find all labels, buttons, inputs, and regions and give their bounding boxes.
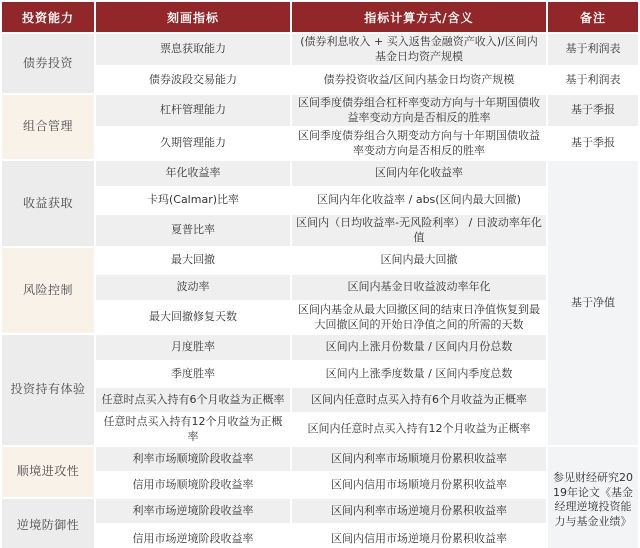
formula-cell: 区间内年化收益率 / abs(区间内最大回撤) <box>292 188 546 213</box>
formula-cell: 区间内（日均收益率-无风险利率） / 日波动率年化值 <box>292 215 546 246</box>
table-row <box>2 362 638 386</box>
formula-cell: 区间内信用市场顺境月份累积收益率 <box>292 473 546 497</box>
table-row <box>2 34 638 65</box>
formula-cell: 区间内基金从最大回撤区间的结束日净值恢复到最大回撤区间的开始日净值之间的所需的天数 <box>292 302 546 333</box>
table-row <box>2 473 638 497</box>
section-cell-bond-investment: 债券投资 <box>2 34 94 93</box>
indicator-cell: 久期管理能力 <box>96 128 290 159</box>
indicator-cell: 任意时点买入持有12个月收益为正概率 <box>96 414 290 445</box>
indicator-cell: 年化收益率 <box>96 161 290 186</box>
table-row <box>2 388 638 412</box>
formula-cell: 债券投资收益/区间内基金日均资产规模 <box>292 67 546 93</box>
table-row <box>2 447 638 471</box>
formula-cell: (债券利息收入 + 买入返售金融资产收入)/区间内基金日均资产规模 <box>292 34 546 65</box>
section-cell-return-acquisition: 收益获取 <box>2 161 94 246</box>
formula-cell: 区间季度债券组合久期变动方向与十年期国债收益率变动方向是否相反的胜率 <box>292 128 546 159</box>
formula-cell: 区间内最大回撤 <box>292 248 546 273</box>
section-cell-portfolio-management: 组合管理 <box>2 95 94 159</box>
formula-cell: 区间内年化收益率 <box>292 161 546 186</box>
header-remark: 备注 <box>548 2 638 32</box>
remark-cell: 基于利润表 <box>548 34 638 65</box>
table-row <box>2 275 638 300</box>
formula-cell: 区间内任意时点买入持有12个月收益为正概率 <box>292 414 546 445</box>
formula-cell: 区间内利率市场逆境月份累积收益率 <box>292 499 546 523</box>
indicator-cell: 票息获取能力 <box>96 34 290 65</box>
table-row <box>2 248 638 273</box>
section-cell-favorable-offense: 顺境进攻性 <box>2 447 94 497</box>
table-row <box>2 215 638 246</box>
indicator-cell: 利率市场顺境阶段收益率 <box>96 447 290 471</box>
header-row <box>2 2 638 32</box>
formula-cell: 区间内上涨季度数量 / 区间内季度总数 <box>292 362 546 386</box>
remark-cell-nav-based: 基于净值 <box>548 161 638 445</box>
header-indicator: 刻画指标 <box>96 2 290 32</box>
header-method: 指标计算方式/含义 <box>292 2 546 32</box>
indicator-cell: 卡玛(Calmar)比率 <box>96 188 290 213</box>
indicator-cell: 波动率 <box>96 275 290 300</box>
indicator-cell: 债券波段交易能力 <box>96 67 290 93</box>
indicator-cell: 信用市场顺境阶段收益率 <box>96 473 290 497</box>
indicator-cell: 利率市场逆境阶段收益率 <box>96 499 290 523</box>
formula-cell: 区间季度债券组合杠杆率变动方向与十年期国债收益率变动方向是否相反的胜率 <box>292 95 546 126</box>
section-cell-risk-control: 风险控制 <box>2 248 94 333</box>
formula-cell: 区间内信用市场逆境月份累积收益率 <box>292 525 546 548</box>
table-row <box>2 335 638 360</box>
table-row <box>2 525 638 548</box>
table-row <box>2 95 638 126</box>
indicator-cell: 信用市场逆境阶段收益率 <box>96 525 290 548</box>
indicator-cell: 任意时点买入持有6个月收益为正概率 <box>96 388 290 412</box>
remark-cell: 基于季报 <box>548 128 638 159</box>
table-row <box>2 161 638 186</box>
indicator-cell: 最大回撤修复天数 <box>96 302 290 333</box>
indicator-cell: 月度胜率 <box>96 335 290 360</box>
table-row <box>2 302 638 333</box>
formula-cell: 区间内基金日收益波动率年化 <box>292 275 546 300</box>
section-cell-holding-experience: 投资持有体验 <box>2 335 94 445</box>
remark-cell-paper-reference: 参见财经研究2019年论文《基金经理逆境投资能力与基金业绩》 <box>548 447 638 548</box>
table-row <box>2 67 638 93</box>
table-row <box>2 499 638 523</box>
formula-cell: 区间内上涨月份数量 / 区间内月份总数 <box>292 335 546 360</box>
remark-cell: 基于利润表 <box>548 67 638 93</box>
indicator-cell: 夏普比率 <box>96 215 290 246</box>
remark-cell: 基于季报 <box>548 95 638 126</box>
indicator-cell: 最大回撤 <box>96 248 290 273</box>
section-cell-adverse-defense: 逆境防御性 <box>2 499 94 548</box>
table-row <box>2 188 638 213</box>
indicator-cell: 季度胜率 <box>96 362 290 386</box>
table-row <box>2 414 638 445</box>
formula-cell: 区间内利率市场顺境月份累积收益率 <box>292 447 546 471</box>
formula-cell: 区间内任意时点买入持有6个月收益为正概率 <box>292 388 546 412</box>
header-capability: 投资能力 <box>2 2 94 32</box>
indicator-cell: 杠杆管理能力 <box>96 95 290 126</box>
table-row <box>2 128 638 159</box>
